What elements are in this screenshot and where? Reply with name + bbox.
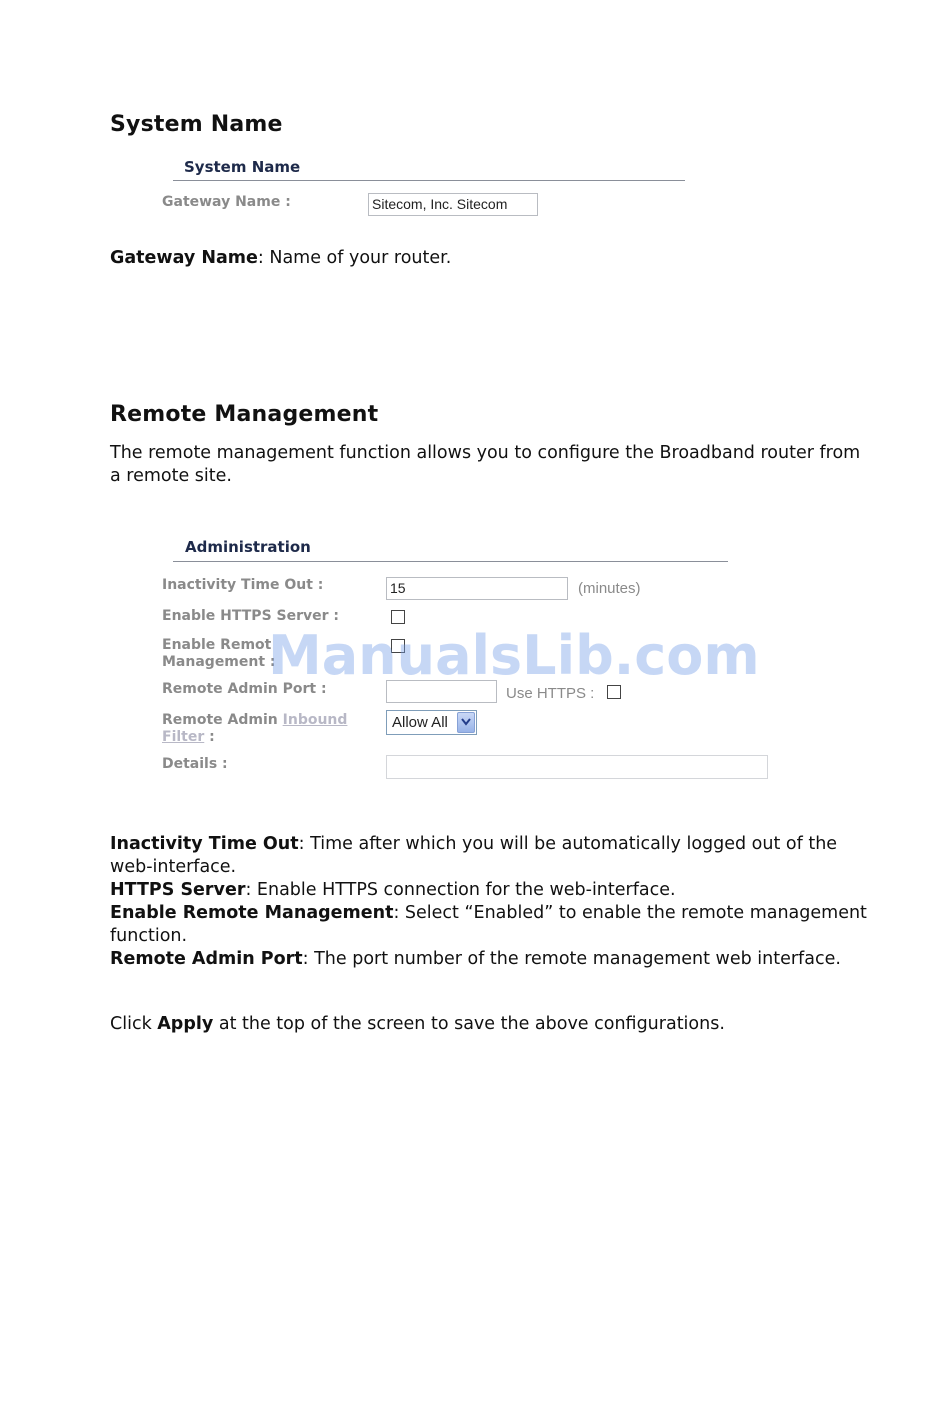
enable-remote-label-line2: Management :: [162, 654, 276, 670]
gateway-name-description: [110, 247, 870, 270]
inbound-filter-label-text: Remote Admin: [162, 712, 278, 728]
apply-instruction: [110, 1013, 870, 1036]
details-label: Details :: [162, 756, 228, 772]
field-descriptions: [110, 833, 870, 971]
inactivity-timeout-input[interactable]: 15: [386, 577, 568, 600]
remote-admin-port-label: Remote Admin Port :: [162, 681, 327, 697]
description-admin-port: [110, 948, 870, 971]
administration-panel-title: Administration: [185, 538, 311, 556]
https-server-label: Enable HTTPS Server :: [162, 608, 340, 624]
inbound-filter-selected-value: Allow All: [392, 714, 448, 731]
remote-management-intro: The remote management function allows you to configure the Broadband router from a remote site.: [110, 443, 861, 486]
description-https: [110, 879, 870, 902]
use-https-checkbox[interactable]: [607, 685, 621, 699]
administration-divider: [173, 561, 728, 562]
description-text: : Enable HTTPS connection for the web-interface.: [245, 880, 676, 900]
system-name-panel-title: System Name: [184, 158, 301, 176]
use-https-label: Use HTTPS :: [506, 685, 595, 702]
inbound-filter-label: [162, 712, 347, 746]
apply-instruction-pre: Click: [110, 1014, 158, 1034]
gateway-name-term: Gateway Name: [110, 248, 258, 268]
system-name-divider: [173, 180, 685, 181]
description-text: : Time after which you will be automatically logged out of the web-interface.: [110, 834, 838, 877]
description-term: Inactivity Time Out: [110, 834, 299, 854]
remote-management-heading: Remote Management: [110, 402, 379, 427]
enable-remote-management-label: [162, 637, 276, 671]
description-term: Enable Remote Management: [110, 903, 394, 923]
inbound-filter-colon: :: [204, 729, 215, 745]
apply-term: Apply: [157, 1014, 214, 1034]
inbound-filter-link-filter[interactable]: Filter: [162, 729, 205, 745]
gateway-name-input[interactable]: Sitecom, Inc. Sitecom: [368, 193, 538, 216]
description-term: Remote Admin Port: [110, 949, 303, 969]
system-name-heading: System Name: [110, 112, 283, 137]
enable-remote-label-line1: Enable Remot: [162, 637, 272, 653]
description-term: HTTPS Server: [110, 880, 246, 900]
chevron-down-icon[interactable]: [457, 712, 475, 733]
inbound-filter-select[interactable]: [386, 710, 477, 735]
gateway-name-text: : Name of your router.: [257, 248, 452, 268]
description-inactivity: [110, 833, 870, 879]
inbound-filter-link-inbound[interactable]: Inbound: [282, 712, 348, 728]
description-remote-management: [110, 902, 870, 948]
inactivity-unit: (minutes): [578, 580, 641, 597]
https-server-checkbox[interactable]: [391, 610, 405, 624]
description-text: : The port number of the remote management web interface.: [302, 949, 841, 969]
description-text: : Select “Enabled” to enable the remote management function.: [110, 903, 867, 946]
gateway-name-label: Gateway Name :: [162, 194, 291, 210]
inactivity-timeout-label: Inactivity Time Out :: [162, 577, 324, 593]
details-field: [386, 755, 768, 779]
apply-instruction-post: at the top of the screen to save the above configurations.: [213, 1014, 725, 1034]
watermark: ManualsLib.com: [268, 624, 760, 687]
